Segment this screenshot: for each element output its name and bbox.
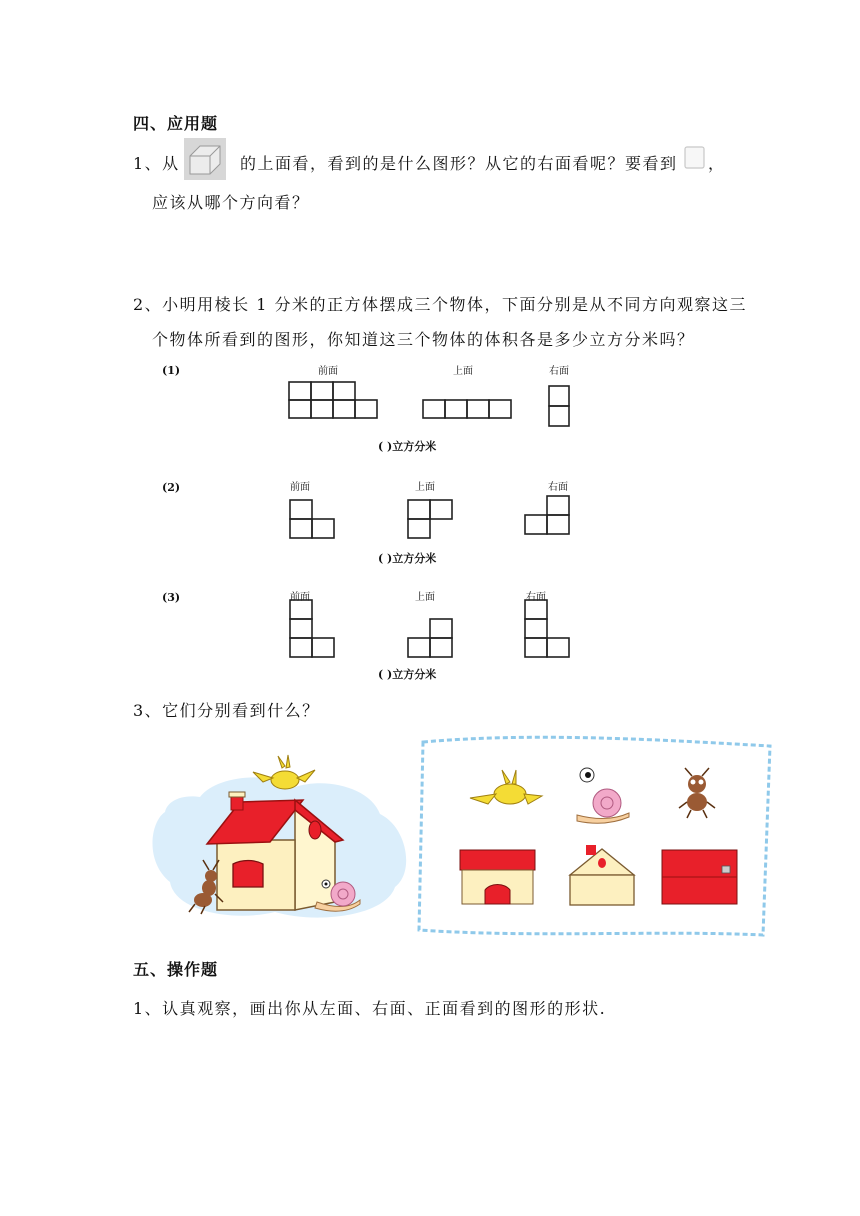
question-3-text: 3、它们分别看到什么？ — [133, 701, 320, 720]
view-label-top: 上面 — [415, 482, 435, 493]
right-view-grid — [524, 599, 572, 659]
view-label-front: 前面 — [290, 482, 310, 493]
view-label-right: 右面 — [526, 592, 546, 603]
view-label-front: 前面 — [318, 366, 338, 377]
view-label-top: 上面 — [415, 592, 435, 603]
item-number: (1) — [162, 364, 181, 377]
top-view-grid — [407, 618, 455, 660]
section-heading: 五、操作题 — [133, 960, 219, 979]
item-number: (3) — [162, 591, 181, 604]
front-view-grid — [289, 599, 337, 659]
question-1-prefix: 1、从 — [133, 154, 180, 173]
question-2-line1: 2、小明用棱长 1 分米的正方体摆成三个物体，下面分别是从不同方向观察这三 — [133, 295, 748, 314]
view-label-top: 上面 — [453, 366, 473, 377]
cuboid-icon — [184, 138, 226, 180]
section-heading: 四、应用题 — [133, 114, 219, 133]
question-1-comma: ， — [708, 154, 726, 173]
right-view-grid — [548, 385, 572, 427]
front-view-grid — [288, 381, 380, 421]
view-label-right: 右面 — [548, 482, 568, 493]
right-view-grid — [523, 495, 573, 537]
house-scene-illustration — [145, 752, 410, 922]
answer-blank[interactable]: ( )立方分米 — [378, 552, 437, 565]
top-view-grid — [422, 399, 514, 419]
views-card-illustration — [415, 730, 775, 940]
question-5-1-text: 1、认真观察，画出你从左面、右面、正面看到的图形的形状. — [133, 999, 607, 1018]
view-label-right: 右面 — [549, 366, 569, 377]
view-label-front: 前面 — [290, 592, 310, 603]
square-view-icon — [684, 146, 706, 170]
answer-blank[interactable]: ( )立方分米 — [378, 440, 437, 453]
item-number: (2) — [162, 481, 181, 494]
top-view-grid — [407, 499, 455, 541]
question-2-line2: 个物体所看到的图形，你知道这三个物体的体积各是多少立方分米吗？ — [152, 330, 695, 349]
front-view-grid — [289, 499, 337, 541]
question-1-text: 的上面看，看到的是什么图形？从它的右面看呢？要看到 — [240, 154, 678, 173]
question-1-line2: 应该从哪个方向看？ — [152, 193, 310, 212]
answer-blank[interactable]: ( )立方分米 — [378, 668, 437, 681]
